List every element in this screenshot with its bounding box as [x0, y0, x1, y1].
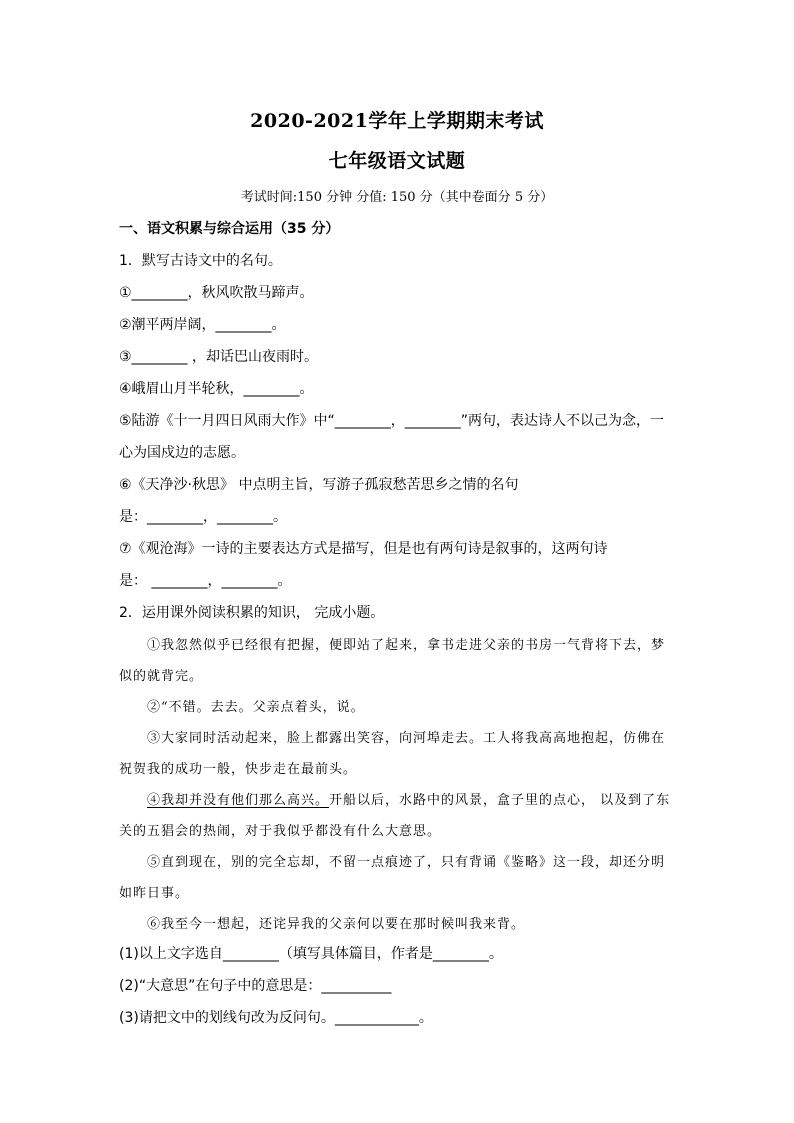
passage-line: ②“不错。去去。父亲点着头，说。 — [147, 700, 365, 715]
exam-subtitle: 七年级语文试题 — [328, 150, 466, 172]
q1-item: ③________ ，却话巴山夜雨时。 — [119, 349, 319, 365]
q1-stem: 1．默写古诗文中的名句。 — [119, 253, 282, 269]
q1-item: ⑥《天净沙·秋思》 中点明主旨，写游子孤寂愁苦思乡之情的名句 — [119, 477, 519, 493]
q2-stem: 2．运用课外阅读积累的知识， 完成小题。 — [119, 605, 385, 621]
underlined-sentence: ④我却并没有他们那么高兴。 — [147, 793, 330, 808]
passage-line-tail: 开船以后，水路中的风景，盒子里的点心， 以及到了东 — [329, 793, 671, 808]
passage-line: ③大家同时活动起来，脸上都露出笑容，向河埠走去。工人将我高高地抱起，仿佛在 — [147, 731, 666, 746]
q1-item: 是： ________，________。 — [119, 573, 292, 589]
passage-line: ①我忽然似乎已经很有把握，便即站了起来，拿书走进父亲的书房一气背将下去，梦 — [147, 638, 666, 653]
exam-info: 考试时间:150 分钟 分值: 150 分（其中卷面分 5 分） — [240, 190, 554, 205]
passage-line: 如昨日事。 — [119, 886, 190, 901]
q1-item: ⑤陆游《十一月四日风雨大作》中“________，________”两句，表达诗人不以己为念，一 — [119, 413, 665, 429]
exam-title: 2020-2021学年上学期期末考试 — [250, 110, 544, 132]
q1-item: ②潮平两岸阔，________。 — [119, 317, 286, 333]
passage-line: 似的就背完。 — [119, 669, 204, 684]
q2-subquestion: (1)以上文字选自________（填写具体篇目，作者是________。 — [119, 946, 503, 962]
q1-item: ④峨眉山月半轮秋，________。 — [119, 381, 314, 397]
q1-item: 心为国戍边的志愿。 — [119, 445, 245, 461]
passage-line — [147, 789, 670, 808]
passage-line: ⑥我至今一想起，还诧异我的父亲何以要在那时候叫我来背。 — [147, 917, 526, 932]
q1-item: 是：________，________。 — [119, 509, 287, 525]
q2-subquestion: (3)请把文中的划线句改为反问句。____________。 — [119, 1010, 433, 1026]
section-heading: 一、语文积累与综合运用（35 分） — [119, 221, 340, 237]
q2-subquestion: (2)“大意思”在句子中的意思是：__________ — [119, 978, 392, 994]
q1-item: ⑦《观沧海》一诗的主要表达方式是描写，但是也有两句诗是叙事的，这两句诗 — [119, 541, 608, 557]
q1-item: ①________，秋风吹散马蹄声。 — [119, 285, 314, 301]
passage-line: ⑤直到现在，别的完全忘却，不留一点痕迹了，只有背诵《鉴略》这一段，却还分明 — [147, 855, 666, 870]
passage-line: 祝贺我的成功一般，快步走在最前头。 — [119, 762, 358, 777]
passage-line: 关的五猖会的热闹，对于我似乎都没有什么大意思。 — [119, 824, 442, 839]
